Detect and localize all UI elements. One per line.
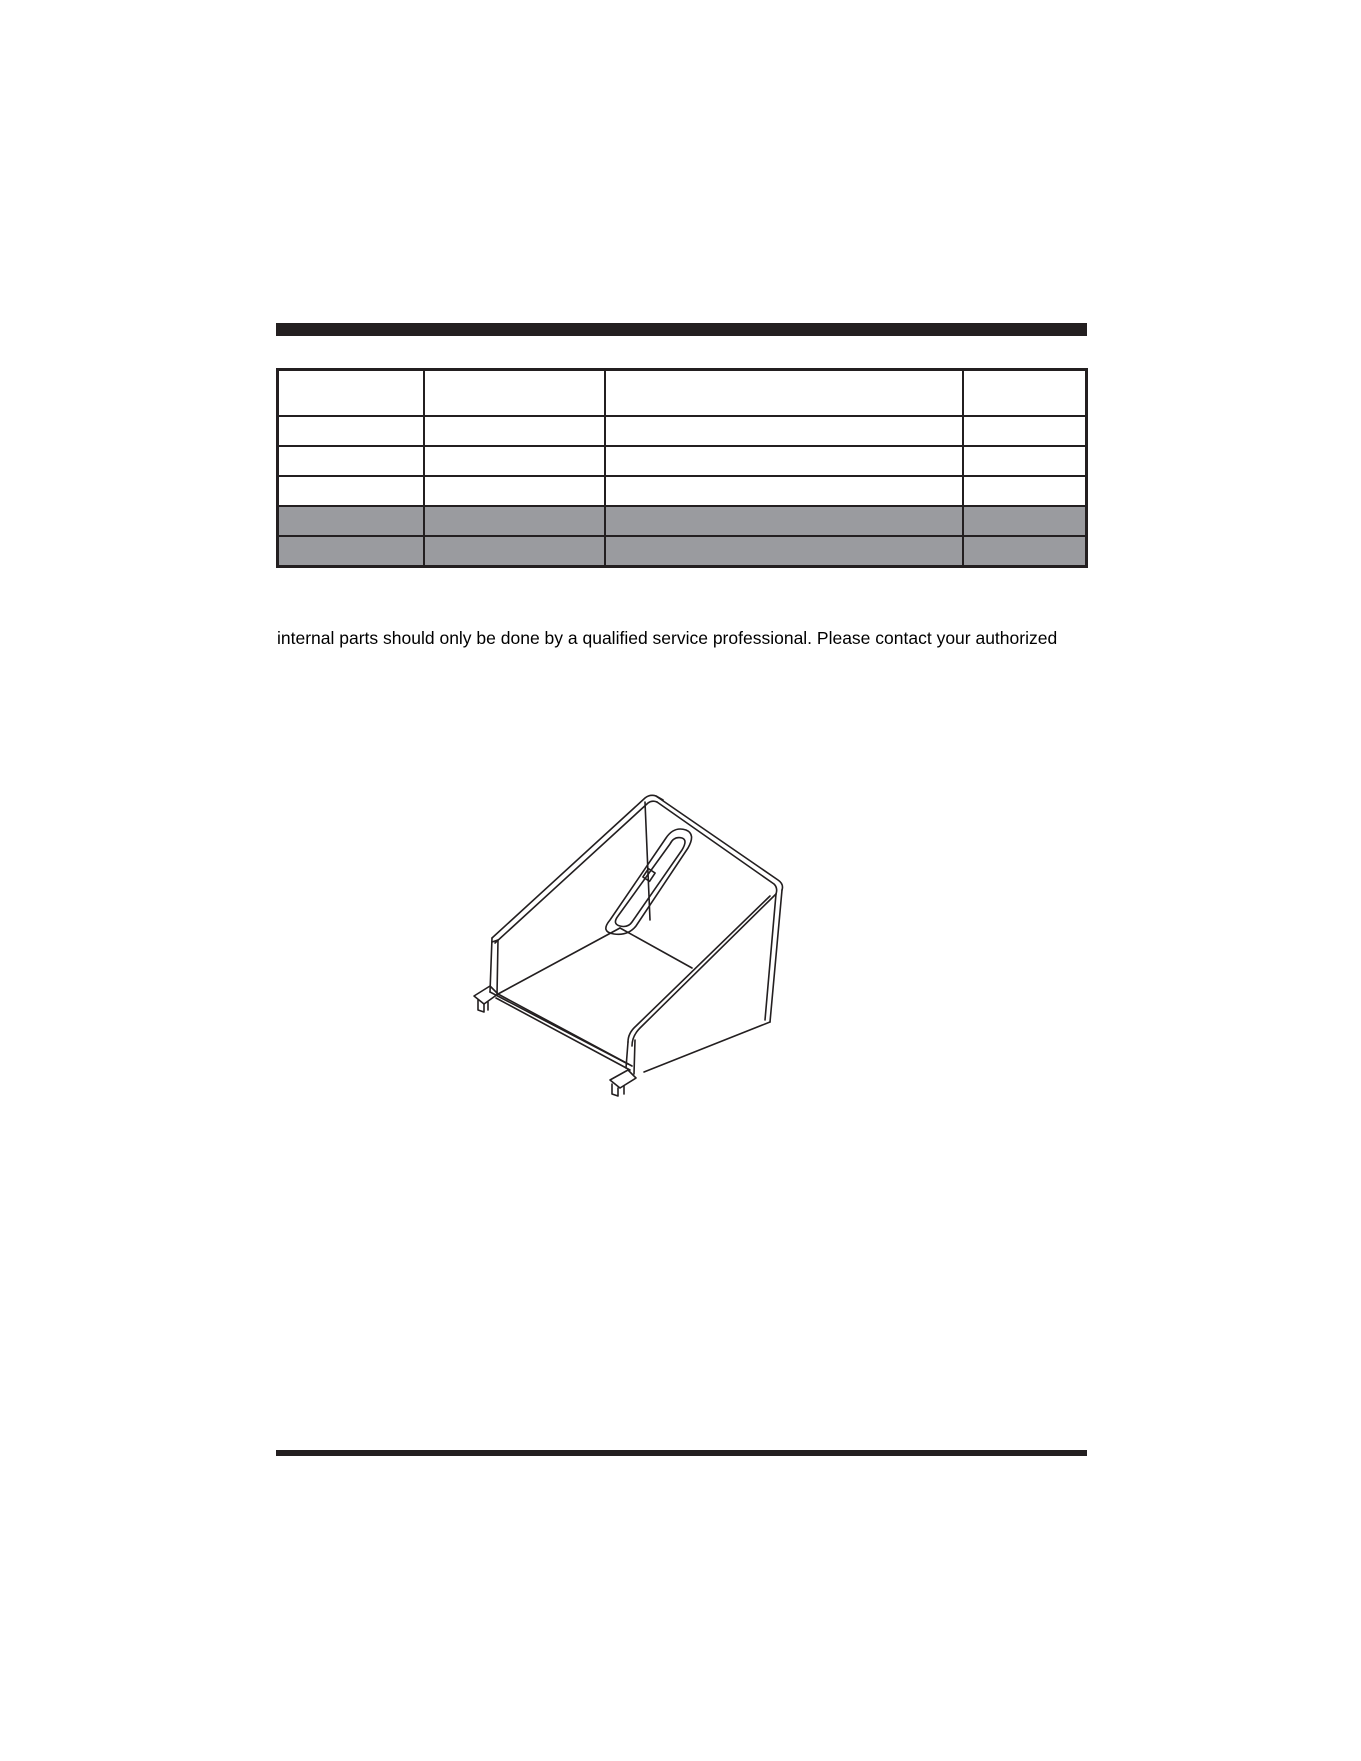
table-row bbox=[278, 476, 1087, 506]
table-header-row bbox=[278, 370, 1087, 417]
table-cell bbox=[963, 506, 1087, 536]
body-paragraph: internal parts should only be done by a qualified service professional. Please contact your authorized bbox=[277, 628, 1058, 648]
table-header-cell bbox=[278, 370, 424, 417]
table-cell bbox=[424, 416, 605, 446]
table-cell bbox=[605, 416, 963, 446]
table-cell bbox=[605, 446, 963, 476]
table-cell bbox=[963, 476, 1087, 506]
table-cell bbox=[424, 476, 605, 506]
footer-rule bbox=[276, 1450, 1087, 1456]
table-cell bbox=[963, 416, 1087, 446]
table-header-cell bbox=[963, 370, 1087, 417]
table-cell bbox=[424, 506, 605, 536]
table-cell bbox=[424, 536, 605, 567]
table-cell bbox=[278, 536, 424, 567]
table-cell bbox=[278, 446, 424, 476]
table-cell bbox=[278, 416, 424, 446]
table-cell bbox=[963, 446, 1087, 476]
header-rule bbox=[276, 323, 1087, 336]
grass-catcher-bag-icon bbox=[460, 790, 800, 1100]
table-header-cell bbox=[605, 370, 963, 417]
table-row bbox=[278, 416, 1087, 446]
table-cell bbox=[605, 506, 963, 536]
table-row-shaded bbox=[278, 506, 1087, 536]
table-cell bbox=[278, 506, 424, 536]
table-row bbox=[278, 446, 1087, 476]
table-cell bbox=[963, 536, 1087, 567]
parts-table bbox=[276, 368, 1088, 568]
table-cell bbox=[605, 536, 963, 567]
table-cell bbox=[605, 476, 963, 506]
table-header-cell bbox=[424, 370, 605, 417]
table-row-shaded bbox=[278, 536, 1087, 567]
table-cell bbox=[424, 446, 605, 476]
table-cell bbox=[278, 476, 424, 506]
